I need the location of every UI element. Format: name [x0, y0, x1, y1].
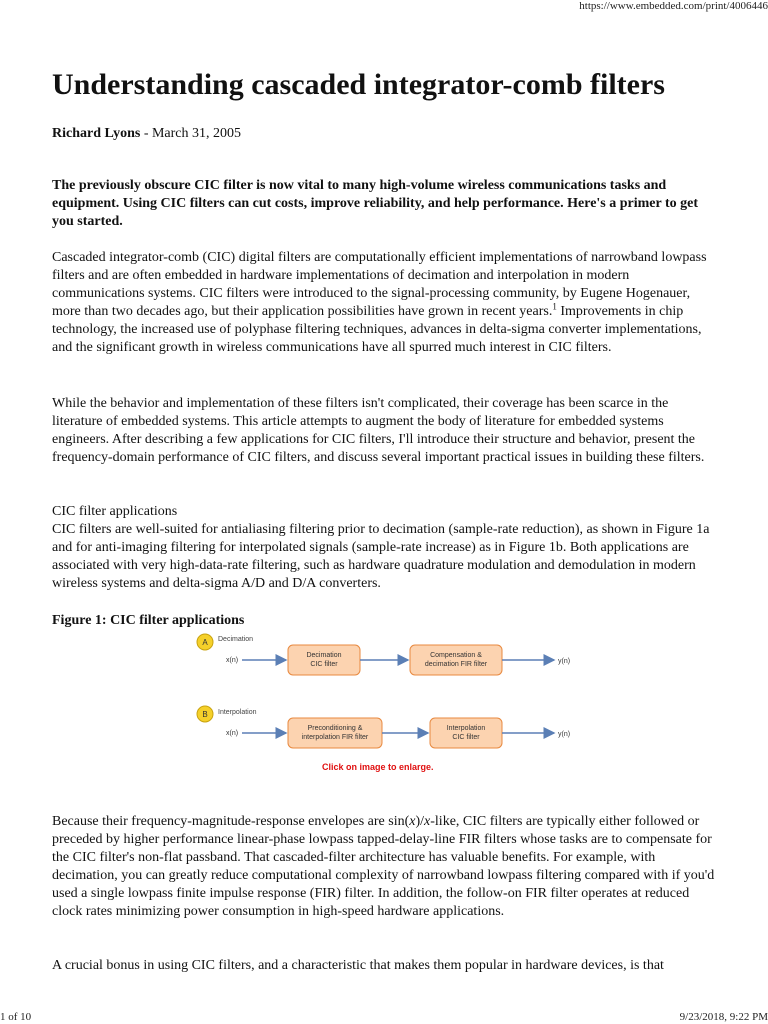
decimation-output: y(n)	[558, 658, 571, 665]
box-label: decimation FIR filter	[424, 661, 488, 668]
interpolation-label: Interpolation	[218, 709, 257, 716]
paragraph-bonus: A crucial bonus in using CIC filters, and a characteristic that makes them popular in hardware devices, is that	[52, 958, 664, 973]
paragraph-sinx-text: Because their frequency-magnitude-response envelopes are sin(	[52, 814, 410, 829]
figure-caption: Figure 1: CIC filter applications	[52, 613, 245, 628]
paragraph-sinx-text: )/	[415, 814, 425, 829]
click-to-enlarge-link[interactable]: Click on image to enlarge.	[322, 762, 434, 772]
interpolation-input: x(n)	[226, 730, 239, 737]
publish-date: March 31, 2005	[151, 126, 242, 141]
preconditioning-fir-box	[288, 718, 382, 748]
decimation-input: x(n)	[226, 657, 239, 664]
byline-separator: -	[140, 126, 152, 141]
box-label: interpolation FIR filter	[301, 734, 369, 741]
article-title: Understanding cascaded integrator-comb filters	[52, 68, 665, 101]
author-name: Richard Lyons	[52, 126, 141, 141]
paragraph-intro	[52, 249, 720, 357]
lead-paragraph: The previously obscure CIC filter is now vital to many high-volume wireless communications tasks and equipment. Using CIC filters can cut costs, improve reliability, and help performance. Here's a primer to get you started.	[52, 178, 699, 229]
badge-b-text: B	[202, 710, 208, 719]
paragraph-intro-text: Cascaded integrator-comb (CIC) digital filters are computationally efficient implementations of narrowband lowpass filters and are often embedded in hardware implementations of decimation and interpolation in modern communications systems. CIC filters were introduced to the signal-processing community, by Eugene Hogenauer, more than two decades ago, but their application possibilities have grown in recent years.	[52, 250, 707, 319]
box-label: Preconditioning &	[307, 725, 363, 732]
interpolation-cic-box	[430, 718, 502, 748]
paragraph-sinx	[52, 813, 720, 921]
math-x: x	[409, 814, 416, 829]
page-indicator: 1 of 10	[0, 1011, 32, 1023]
interpolation-output: y(n)	[558, 731, 571, 738]
math-x: x	[424, 814, 431, 829]
paragraph-coverage: While the behavior and implementation of these filters isn't complicated, their coverage has been scarce in the literature of embedded systems. This article attempts to augment the body of literature for embedded systems engineers. After describing a few applications for CIC filters, I'll introduce their structure and behavior, present the frequency-domain performance of CIC filters, and discuss several important practical issues in building these filters.	[52, 396, 705, 465]
footnote-ref[interactable]: 1	[552, 301, 557, 312]
byline	[52, 125, 241, 142]
box-label: Compensation &	[430, 652, 482, 659]
figure-1-diagram[interactable]	[190, 626, 580, 760]
box-label: CIC filter	[310, 661, 338, 668]
section-heading: CIC filter applications	[52, 504, 178, 519]
box-label: Interpolation	[446, 725, 486, 732]
badge-a-text: A	[202, 638, 208, 647]
paragraph-applications: CIC filters are well-suited for antialiasing filtering prior to decimation (sample-rate reduction), as shown in Figure 1a and for anti-imaging filtering for interpolated signals (sample-rate increase) as in Figure 1b. Both applications are associated with very high-data-rate filtering, such as hardware quadrature modulation and demodulation in modern wireless systems and delta-sigma A/D and D/A converters.	[52, 522, 710, 591]
print-timestamp: 9/23/2018, 9:22 PM	[679, 1011, 768, 1023]
paragraph-intro-cont: Improvements in chip technology, the increased use of polyphase filtering techniques, advances in delta-sigma converter implementations, and the significant growth in wireless communications have all spurred much interest in CIC filters.	[52, 304, 702, 355]
decimation-label: Decimation	[218, 636, 254, 643]
compensation-fir-box	[410, 645, 502, 675]
paragraph-sinx-text: -like, CIC filters are typically either followed or preceded by higher performance linear-phase lowpass tapped-delay-line FIR filters whose tasks are to compensate for the CIC filter's non-flat passband. That cascaded-filter architecture has valuable benefits. For example, with decimation, you can greatly reduce computational complexity of narrowband lowpass filtering compared with if you'd used a single lowpass finite impulse response (FIR) filter. In addition, the follow-on FIR filter operates at reduced clock rates minimizing power consumption in high-speed hardware applications.	[52, 814, 715, 919]
decimation-cic-box	[288, 645, 360, 675]
box-label: CIC filter	[452, 734, 480, 741]
print-url: https://www.embedded.com/print/4006446	[579, 0, 768, 12]
box-label: Decimation	[306, 652, 342, 659]
